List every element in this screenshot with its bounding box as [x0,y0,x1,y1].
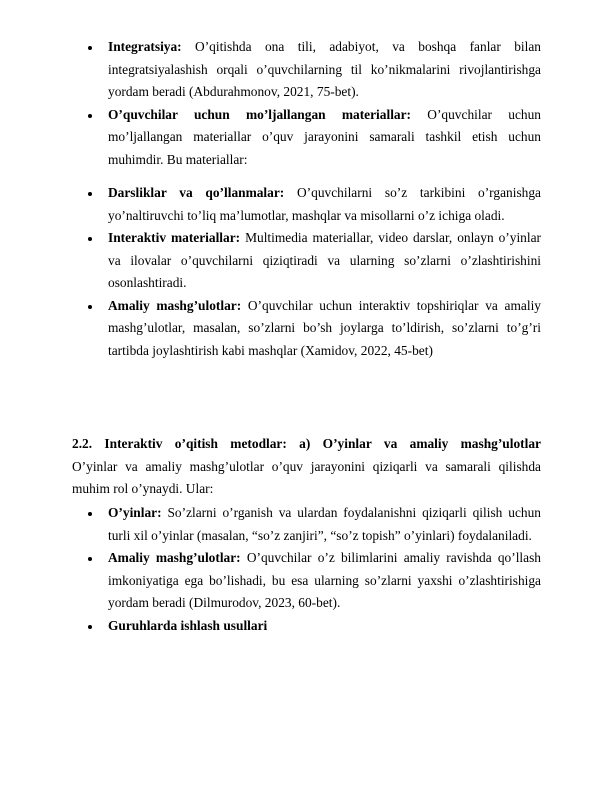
item-term: O’yinlar: [108,505,162,520]
item-text: O’quvchilar uchun interaktiv topshiriqlar va amaliy mashg’ulotlar, masalan, so’zlarni bo’sh joylarga to’ldirish, so’zlarni to’g’ri tartibda joylashtirish kabi mashqlar (Xamidov, 2022, 45-bet) [108,297,541,358]
list-item [108,182,541,227]
section-heading: 2.2. Interaktiv o’qitish metodlar: a) O’yinlar va amaliy mashg’ulotlar [72,436,541,451]
section-paragraph [72,433,541,501]
list-item [108,227,541,295]
item-term: Darsliklar va qo’llanmalar: [108,185,285,200]
section-text: O’yinlar va amaliy mashg’ulotlar o’quv jarayonini qiziqarli va samarali qilishda muhim rol o’ynaydi. Ular: [72,458,541,496]
list-item [108,615,541,638]
item-term: Amaliy mashg’ulotlar: [108,297,242,313]
item-term: Integratsiya: [108,39,182,54]
list-item [108,547,541,615]
item-term: Interaktiv materiallar: [108,230,241,245]
item-text: O’quvchilar uchun mo’ljallangan materiallar o’quv jarayonini samarali tashkil etish uchun muhimdir. Bu materiallar: [108,106,541,167]
item-text: Multimedia materiallar, video darslar, onlayn o’yinlar va ilovalar o’quvchilarni qiziqtiradi va ularning so’zlarni o’zlashtirishini osonlashtiradi. [108,230,541,290]
list-item [108,502,541,547]
item-text: O’qitishda ona tili, adabiyot, va boshqa fanlar bilan integratsiyalashish orqali o’quvchilarning til ko’nikmalarini rivojlantirishga yordam beradi (Abdurahmonov, 2021, 75-bet). [108,39,541,99]
item-term: O’quvchilar uchun mo’ljallangan materiallar: [108,106,412,122]
bullet-list-materials [108,36,541,362]
item-term: Amaliy mashg’ulotlar: [108,550,241,565]
item-term: Guruhlarda ishlash usullari [108,617,268,633]
item-text: O’quvchilar o’z bilimlarini amaliy ravishda qo’llash imkoniyatiga ega bo’lishadi, bu esa ularning so’zlarni yaxshi o’zlashtirishiga yordam beradi (Dilmurodov, 2023, 60-bet). [108,550,541,610]
list-item [108,104,541,172]
item-text: O’quvchilarni so’z tarkibini o’rganishga yo’naltiruvchi to’liq ma’lumotlar, mashqlar va misollarni o’z ichiga oladi. [108,185,542,223]
list-item [108,295,541,363]
list-item [108,36,541,104]
item-text: So’zlarni o’rganish va ulardan foydalanishni qiziqarli qilish uchun turli xil o’yinlar (masalan, “so’z zanjiri”, “so’z topish” o’yinlari) foydalaniladi. [108,505,541,543]
bullet-list-games [108,502,541,637]
